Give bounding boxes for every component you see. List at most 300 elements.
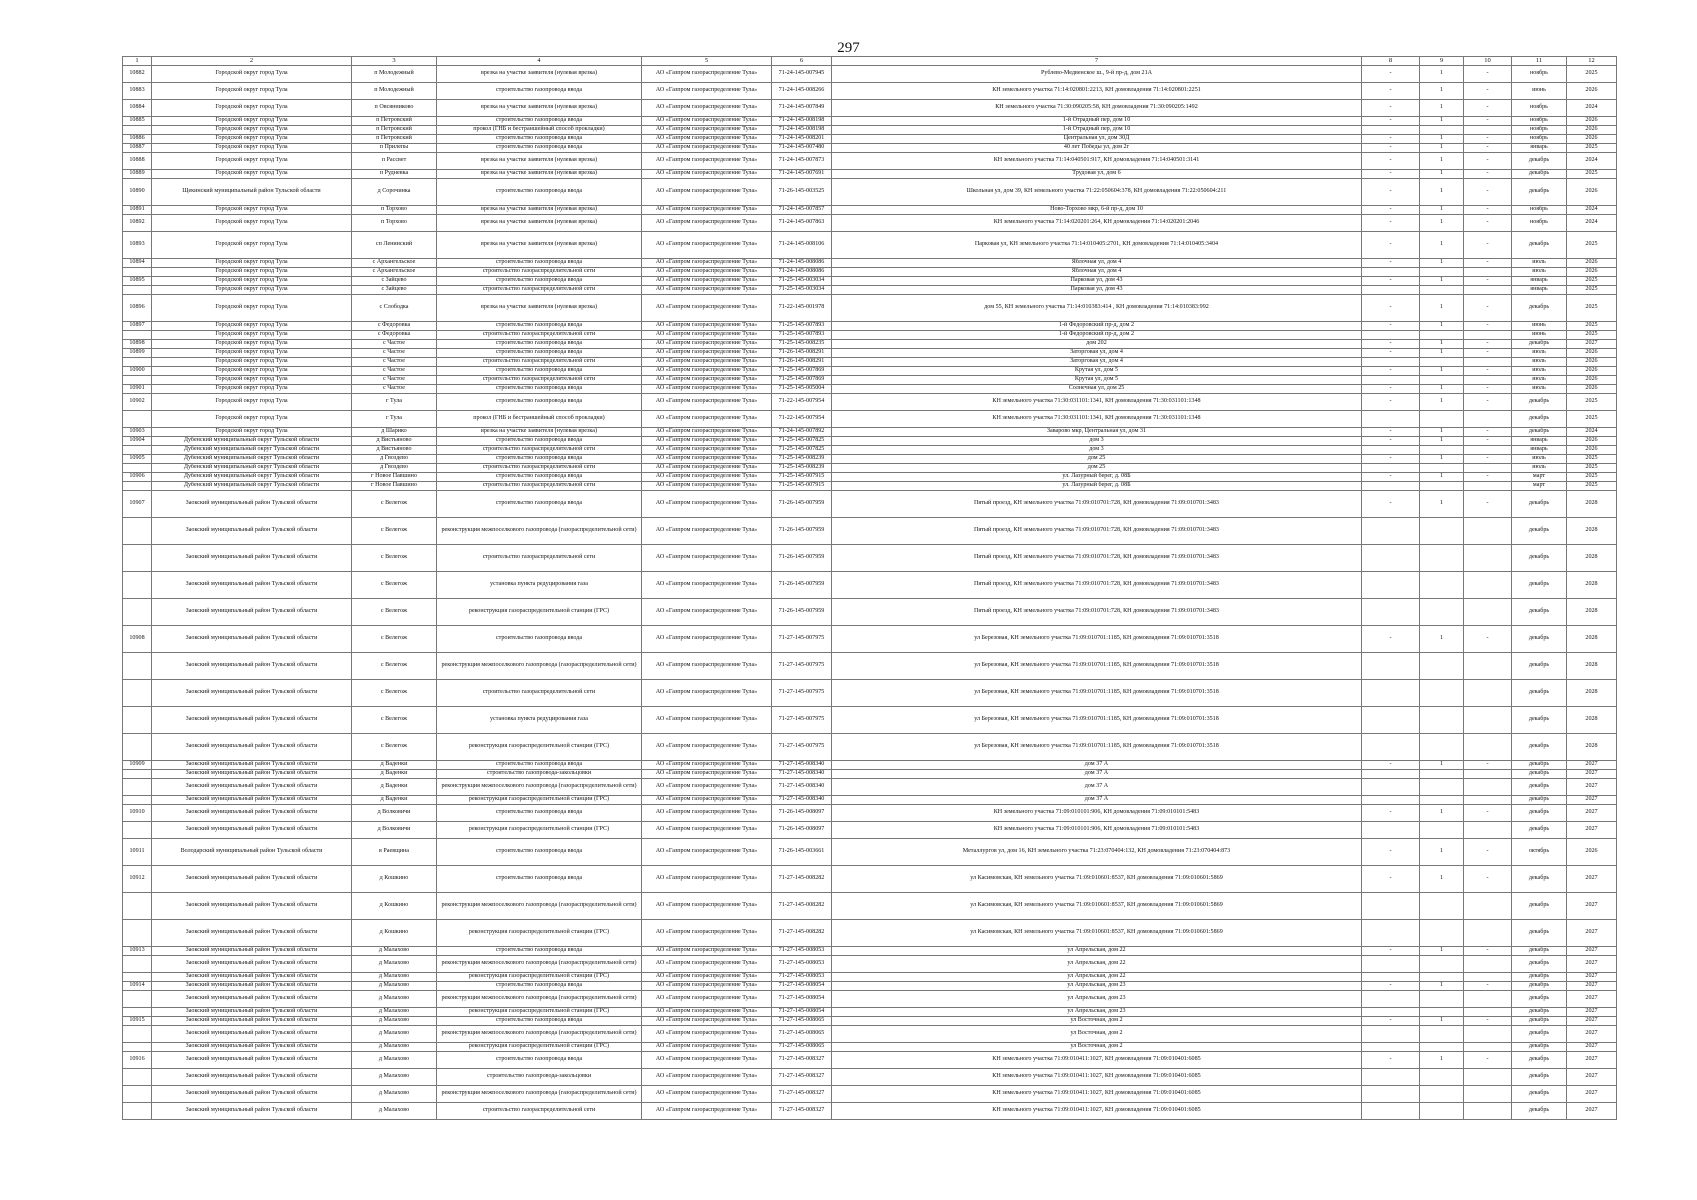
table-row [123,153,1617,170]
cell-row-number [123,268,152,277]
cell-year: 2028 [1567,680,1617,707]
cell-col-10-value [1464,1043,1512,1052]
cell-settlement: д Малахово [352,1026,437,1043]
cell-organization: АО «Газпром газораспределение Тула» [642,367,772,376]
cell-col-8-value [1362,518,1420,545]
cell-application-number: 71-25-145-003034 [772,286,832,295]
cell-month: декабрь [1512,153,1567,170]
cell-municipality: Городской округ город Тула [152,367,352,376]
cell-month: декабрь [1512,411,1567,428]
cell-month: март [1512,482,1567,491]
cell-col-9-value: 1 [1420,455,1464,464]
cell-work-type: реконструкция межпоселкового газопровода (газораспределительной сети) [437,779,642,796]
cell-year: 2027 [1567,1043,1617,1052]
cell-settlement: п Петровский [352,135,437,144]
cell-col-9-value: 1 [1420,144,1464,153]
cell-settlement: с Частое [352,358,437,367]
cell-row-number [123,779,152,796]
cell-address: дом 25 [832,464,1362,473]
cell-col-10-value: - [1464,1052,1512,1069]
cell-address: ул Апрельская, дом 23 [832,1008,1362,1017]
cell-col-10-value: - [1464,170,1512,179]
cell-year: 2026 [1567,376,1617,385]
cell-settlement: д Ваденки [352,761,437,770]
table-row [123,358,1617,367]
cell-row-number [123,482,152,491]
cell-municipality: Городской округ город Тула [152,340,352,349]
cell-col-10-value: - [1464,455,1512,464]
cell-row-number: 10900 [123,367,152,376]
cell-row-number [123,545,152,572]
cell-row-number: 10906 [123,473,152,482]
cell-col-9-value: 1 [1420,394,1464,411]
cell-work-type: строительство газопровода ввода [437,1052,642,1069]
cell-organization: АО «Газпром газораспределение Тула» [642,572,772,599]
cell-col-10-value [1464,572,1512,599]
table-row [123,572,1617,599]
cell-work-type: строительство газопровода ввода [437,947,642,956]
cell-col-8-value: - [1362,117,1420,126]
cell-col-8-value: - [1362,491,1420,518]
cell-municipality: Заокский муниципальный район Тульской области [152,920,352,947]
cell-address: ул Березовая, КН земельного участка 71:09:010701:1185, КН домовладения 71:09:010701:3518 [832,626,1362,653]
cell-municipality: Городской округ город Тула [152,144,352,153]
cell-work-type: строительство газопровода ввода [437,394,642,411]
cell-work-type: строительство газопровода ввода [437,1017,642,1026]
table-row [123,428,1617,437]
cell-year: 2026 [1567,349,1617,358]
cell-year: 2027 [1567,822,1617,839]
cell-col-9-value: 1 [1420,232,1464,259]
cell-col-10-value: - [1464,947,1512,956]
cell-col-8-value: - [1362,385,1420,394]
cell-year: 2028 [1567,599,1617,626]
cell-year: 2027 [1567,805,1617,822]
cell-row-number [123,572,152,599]
cell-col-8-value [1362,358,1420,367]
cell-address: КН земельного участка 71:30:031101:1341, КН домовладения 71:30:031101:1348 [832,394,1362,411]
cell-settlement: с Велегож [352,626,437,653]
cell-municipality: Городской округ город Тула [152,215,352,232]
table-row [123,322,1617,331]
cell-year: 2027 [1567,973,1617,982]
cell-col-9-value [1420,518,1464,545]
cell-col-10-value: - [1464,428,1512,437]
cell-application-number: 71-24-145-007892 [772,428,832,437]
cell-col-8-value: - [1362,1052,1420,1069]
cell-organization: АО «Газпром газораспределение Тула» [642,839,772,866]
cell-month: декабрь [1512,1086,1567,1103]
cell-row-number [123,680,152,707]
cell-address: дом 202 [832,340,1362,349]
cell-col-9-value [1420,464,1464,473]
cell-col-9-value: 1 [1420,322,1464,331]
cell-col-9-value [1420,653,1464,680]
cell-work-type: реконструкция межпоселкового газопровода (газораспределительной сети) [437,1026,642,1043]
table-row [123,411,1617,428]
cell-application-number: 71-25-145-007825 [772,437,832,446]
table-row [123,1103,1617,1120]
cell-col-8-value [1362,1069,1420,1086]
cell-municipality: Городской округ город Тула [152,428,352,437]
cell-settlement: с Слободка [352,295,437,322]
cell-organization: АО «Газпром газораспределение Тула» [642,1026,772,1043]
cell-row-number [123,376,152,385]
cell-row-number [123,734,152,761]
cell-col-9-value [1420,376,1464,385]
cell-row-number: 10915 [123,1017,152,1026]
cell-col-10-value: - [1464,83,1512,100]
cell-year: 2025 [1567,473,1617,482]
cell-row-number: 10910 [123,805,152,822]
table-row [123,170,1617,179]
cell-address: ул Апрельская, дом 22 [832,947,1362,956]
cell-row-number [123,286,152,295]
cell-year: 2028 [1567,545,1617,572]
cell-col-10-value [1464,1103,1512,1120]
header-row [123,57,1617,66]
cell-municipality: Городской округ город Тула [152,322,352,331]
cell-municipality: Городской округ город Тула [152,394,352,411]
cell-col-8-value: - [1362,170,1420,179]
cell-organization: АО «Газпром газораспределение Тула» [642,893,772,920]
cell-organization: АО «Газпром газораспределение Тула» [642,982,772,991]
cell-settlement: д Малахово [352,1103,437,1120]
cell-col-9-value [1420,446,1464,455]
table-row [123,518,1617,545]
cell-address: Заторговая ул, дом 4 [832,358,1362,367]
cell-row-number [123,707,152,734]
cell-application-number: 71-27-145-008053 [772,947,832,956]
cell-col-8-value [1362,991,1420,1008]
cell-col-8-value [1362,331,1420,340]
cell-row-number: 10913 [123,947,152,956]
cell-municipality: Заокский муниципальный район Тульской области [152,982,352,991]
cell-row-number [123,973,152,982]
cell-year: 2026 [1567,259,1617,268]
cell-month: июнь [1512,322,1567,331]
table-row [123,991,1617,1008]
cell-settlement: с Частое [352,340,437,349]
cell-application-number: 71-27-145-008282 [772,893,832,920]
table-row [123,982,1617,991]
cell-application-number: 71-25-145-007915 [772,482,832,491]
cell-settlement: п Рассвет [352,153,437,170]
cell-work-type: строительство газопровода ввода [437,437,642,446]
cell-application-number: 71-27-145-007975 [772,653,832,680]
table-row [123,1069,1617,1086]
cell-year: 2027 [1567,796,1617,805]
cell-month: декабрь [1512,428,1567,437]
cell-year: 2025 [1567,277,1617,286]
cell-municipality: Городской округ город Тула [152,376,352,385]
cell-year: 2027 [1567,761,1617,770]
cell-settlement: д Малахово [352,982,437,991]
cell-organization: АО «Газпром газораспределение Тула» [642,376,772,385]
cell-row-number: 10912 [123,866,152,893]
cell-organization: АО «Газпром газораспределение Тула» [642,394,772,411]
cell-settlement: с Федоровка [352,331,437,340]
cell-application-number: 71-27-145-008065 [772,1043,832,1052]
table-row [123,956,1617,973]
cell-month: декабрь [1512,491,1567,518]
cell-municipality: Городской округ город Тула [152,126,352,135]
cell-municipality: Городской округ город Тула [152,385,352,394]
cell-application-number: 71-24-145-007945 [772,66,832,83]
cell-address: Яблочная ул, дом 4 [832,259,1362,268]
cell-col-10-value: - [1464,215,1512,232]
cell-address: Крутая ул, дом 5 [832,367,1362,376]
cell-municipality: Городской округ город Тула [152,83,352,100]
table-row [123,1017,1617,1026]
cell-municipality: Заокский муниципальный район Тульской области [152,707,352,734]
cell-application-number: 71-26-145-008097 [772,822,832,839]
cell-work-type: врезка на участке заявителя (нулевая врезка) [437,428,642,437]
cell-col-9-value [1420,822,1464,839]
cell-month: декабрь [1512,680,1567,707]
cell-municipality: Заокский муниципальный район Тульской области [152,866,352,893]
cell-settlement: с Архангельское [352,268,437,277]
cell-organization: АО «Газпром газораспределение Тула» [642,482,772,491]
table-row [123,340,1617,349]
cell-application-number: 71-26-145-007959 [772,545,832,572]
column-header: 7 [832,57,1362,66]
cell-address: ул Восточная, дом 2 [832,1026,1362,1043]
cell-col-9-value: 1 [1420,135,1464,144]
cell-year: 2027 [1567,770,1617,779]
cell-organization: АО «Газпром газораспределение Тула» [642,411,772,428]
cell-month: декабрь [1512,779,1567,796]
cell-address: ул Березовая, КН земельного участка 71:09:010701:1185, КН домовладения 71:09:010701:3518 [832,707,1362,734]
cell-year: 2025 [1567,66,1617,83]
cell-organization: АО «Газпром газораспределение Тула» [642,259,772,268]
cell-work-type: врезка на участке заявителя (нулевая врезка) [437,153,642,170]
cell-year: 2026 [1567,83,1617,100]
column-header: 10 [1464,57,1512,66]
cell-organization: АО «Газпром газораспределение Тула» [642,428,772,437]
cell-application-number: 71-27-145-008340 [772,779,832,796]
cell-settlement: д Гвоздево [352,464,437,473]
cell-col-9-value [1420,770,1464,779]
cell-col-9-value: 1 [1420,947,1464,956]
cell-year: 2027 [1567,991,1617,1008]
cell-settlement: д Малахово [352,973,437,982]
cell-col-9-value [1420,973,1464,982]
cell-organization: АО «Газпром газораспределение Тула» [642,473,772,482]
table-row [123,491,1617,518]
cell-application-number: 71-24-145-007857 [772,206,832,215]
cell-row-number: 10889 [123,170,152,179]
cell-month: июль [1512,358,1567,367]
column-header: 3 [352,57,437,66]
table-row [123,796,1617,805]
cell-work-type: строительство газопровода ввода [437,135,642,144]
cell-year: 2027 [1567,947,1617,956]
cell-municipality: Городской округ город Тула [152,259,352,268]
cell-row-number: 10887 [123,144,152,153]
table-row [123,100,1617,117]
cell-municipality: Городской округ город Тула [152,349,352,358]
cell-application-number: 71-25-145-008235 [772,340,832,349]
table-row [123,215,1617,232]
cell-address: КН земельного участка 71:14:040501:917, КН домовладения 71:14:040501:3141 [832,153,1362,170]
cell-work-type: реконструкция газораспределительной станции (ГРС) [437,920,642,947]
cell-settlement: с Частое [352,376,437,385]
cell-organization: АО «Газпром газораспределение Тула» [642,1008,772,1017]
cell-month: декабрь [1512,1026,1567,1043]
cell-address: Крутая ул, дом 5 [832,376,1362,385]
cell-settlement: д Волковичи [352,822,437,839]
cell-col-8-value [1362,893,1420,920]
cell-application-number: 71-22-145-007954 [772,411,832,428]
cell-application-number: 71-26-145-008097 [772,805,832,822]
cell-application-number: 71-24-145-008266 [772,83,832,100]
cell-work-type: строительство газопровода ввода [437,805,642,822]
cell-settlement: с Зайцево [352,286,437,295]
cell-municipality: Городской округ город Тула [152,411,352,428]
cell-municipality: Заокский муниципальный район Тульской области [152,770,352,779]
cell-col-8-value: - [1362,206,1420,215]
cell-col-9-value: 1 [1420,367,1464,376]
cell-month: декабрь [1512,1017,1567,1026]
cell-organization: АО «Газпром газораспределение Тула» [642,1069,772,1086]
column-header: 2 [152,57,352,66]
cell-application-number: 71-27-145-007975 [772,626,832,653]
cell-work-type: реконструкция газораспределительной станции (ГРС) [437,1008,642,1017]
cell-col-10-value: - [1464,866,1512,893]
cell-col-10-value [1464,991,1512,1008]
table-row [123,464,1617,473]
cell-month: декабрь [1512,170,1567,179]
cell-year: 2027 [1567,1069,1617,1086]
cell-address: КН земельного участка 71:30:090205:58, КН домовладения 71:30:090205:1492 [832,100,1362,117]
cell-year: 2026 [1567,367,1617,376]
cell-col-10-value [1464,1008,1512,1017]
cell-col-9-value: 1 [1420,1052,1464,1069]
cell-address: 1-й Федоровский пр-д, дом 2 [832,322,1362,331]
cell-settlement: с Велегож [352,572,437,599]
cell-application-number: 71-25-145-005004 [772,385,832,394]
cell-month: октябрь [1512,839,1567,866]
cell-col-8-value: - [1362,295,1420,322]
cell-municipality: Заокский муниципальный район Тульской области [152,796,352,805]
cell-row-number: 10905 [123,455,152,464]
cell-year: 2025 [1567,464,1617,473]
cell-year: 2026 [1567,839,1617,866]
column-header: 9 [1420,57,1464,66]
cell-year: 2024 [1567,215,1617,232]
cell-col-8-value: - [1362,839,1420,866]
cell-settlement: с Велегож [352,707,437,734]
cell-col-10-value: - [1464,100,1512,117]
cell-col-9-value: 1 [1420,170,1464,179]
cell-col-8-value [1362,572,1420,599]
cell-organization: АО «Газпром газораспределение Тула» [642,991,772,1008]
cell-settlement: п Овсянниково [352,100,437,117]
cell-month: декабрь [1512,822,1567,839]
cell-organization: АО «Газпром газораспределение Тула» [642,491,772,518]
cell-col-8-value: - [1362,144,1420,153]
cell-organization: АО «Газпром газораспределение Тула» [642,545,772,572]
cell-col-9-value: 1 [1420,100,1464,117]
cell-col-10-value [1464,518,1512,545]
cell-year: 2027 [1567,1086,1617,1103]
cell-col-8-value [1362,653,1420,680]
cell-settlement: д Ваденки [352,779,437,796]
cell-year: 2028 [1567,572,1617,599]
cell-month: январь [1512,286,1567,295]
cell-col-8-value: - [1362,1017,1420,1026]
cell-month: ноябрь [1512,135,1567,144]
cell-application-number: 71-26-145-007959 [772,491,832,518]
cell-application-number: 71-27-145-008340 [772,761,832,770]
cell-year: 2026 [1567,358,1617,367]
cell-work-type: строительство газопровода ввода [437,340,642,349]
cell-col-9-value [1420,268,1464,277]
cell-col-8-value: - [1362,83,1420,100]
cell-col-8-value [1362,770,1420,779]
cell-col-9-value: 1 [1420,349,1464,358]
cell-col-9-value [1420,286,1464,295]
cell-municipality: Заокский муниципальный район Тульской области [152,653,352,680]
cell-col-8-value [1362,1043,1420,1052]
cell-col-10-value [1464,411,1512,428]
cell-col-9-value [1420,956,1464,973]
cell-row-number: 10892 [123,215,152,232]
cell-work-type: строительство газопровода ввода [437,491,642,518]
cell-application-number: 71-27-145-008065 [772,1026,832,1043]
cell-row-number: 10885 [123,117,152,126]
cell-col-8-value: - [1362,349,1420,358]
cell-address: Ново-Торхово мкр, 6-й пр-д, дом 10 [832,206,1362,215]
cell-col-10-value: - [1464,473,1512,482]
cell-row-number: 10890 [123,179,152,206]
cell-col-9-value: 1 [1420,437,1464,446]
cell-year: 2024 [1567,100,1617,117]
cell-col-8-value [1362,376,1420,385]
cell-work-type: строительство газопровода ввода [437,385,642,394]
table-row [123,83,1617,100]
column-header: 12 [1567,57,1617,66]
cell-col-10-value [1464,545,1512,572]
cell-year: 2027 [1567,1017,1617,1026]
cell-organization: АО «Газпром газораспределение Тула» [642,770,772,779]
table-row [123,1052,1617,1069]
cell-col-10-value [1464,358,1512,367]
cell-address: Яблочная ул, дом 4 [832,268,1362,277]
cell-settlement: с Зайцево [352,277,437,286]
cell-municipality: Заокский муниципальный район Тульской области [152,779,352,796]
cell-col-8-value [1362,268,1420,277]
cell-year: 2027 [1567,1103,1617,1120]
cell-work-type: строительство газопровода ввода [437,866,642,893]
cell-work-type: строительство газораспределительной сети [437,358,642,367]
cell-col-8-value [1362,680,1420,707]
cell-row-number: 10896 [123,295,152,322]
cell-col-10-value [1464,796,1512,805]
cell-row-number [123,1086,152,1103]
cell-col-10-value [1464,331,1512,340]
cell-year: 2027 [1567,982,1617,991]
cell-col-9-value: 1 [1420,982,1464,991]
cell-year: 2025 [1567,455,1617,464]
cell-work-type: врезка на участке заявителя (нулевая врезка) [437,100,642,117]
cell-col-9-value [1420,545,1464,572]
cell-year: 2025 [1567,394,1617,411]
cell-address: ул Касимовская, КН земельного участка 71:09:010601:8537, КН домовладения 71:09:010601:5869 [832,866,1362,893]
cell-municipality: Городской округ город Тула [152,277,352,286]
cell-application-number: 71-27-145-008054 [772,991,832,1008]
